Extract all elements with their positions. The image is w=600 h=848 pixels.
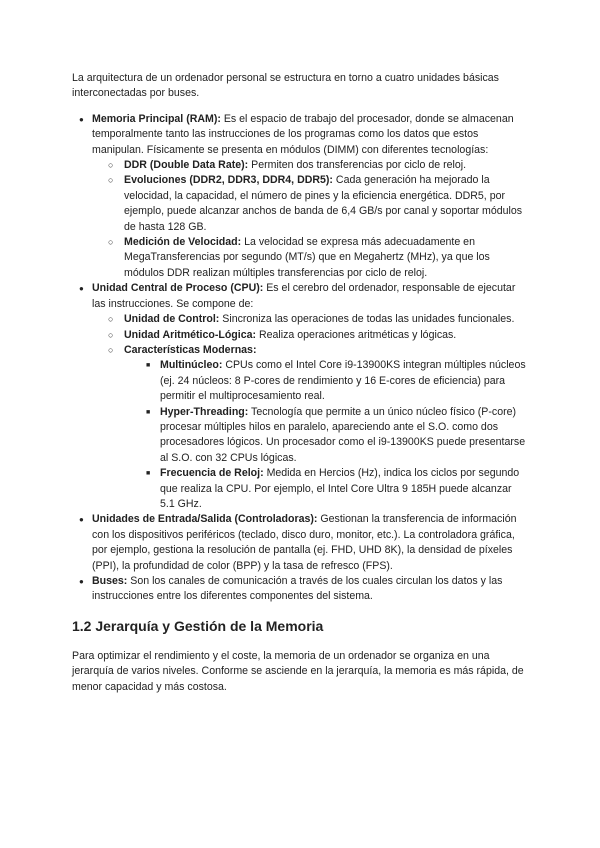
desc-buses: Son los canales de comunicación a través de los cuales circulan los datos y las instrucciones entre los diferentes componentes del sistema. xyxy=(92,575,503,603)
term-ram: Memoria Principal (RAM): xyxy=(92,112,221,125)
section-heading: 1.2 Jerarquía y Gestión de la Memoria xyxy=(72,617,324,634)
desc-cpu: Es el cerebro del ordenador, responsable de ejecutar las instrucciones. Se compone de: xyxy=(92,282,516,310)
desc: Cada generación ha mejorado la velocidad, la capacidad, el número de pines y la eficiencia energética. DDR5, por ejemplo, puede alcanzar anchos de banda de 6,4 GB/s por canal y soportar módulos de hasta 128 GB. xyxy=(124,174,523,233)
desc: Medida en Hercios (Hz), indica los ciclos por segundo que realiza la CPU. Por ejemplo, el Intel Core Ultra 9 185H puede alcanzar 5.1 GHz. xyxy=(160,467,520,510)
feature-item xyxy=(144,358,528,404)
desc: Sincroniza las operaciones de todas las unidades funcionales. xyxy=(219,313,515,326)
intro-paragraph: La arquitectura de un ordenador personal se estructura en torno a cuatro unidades básicas interconectadas por buses. xyxy=(72,72,499,100)
desc: CPUs como el Intel Core i9-13900KS integran múltiples núcleos (ej. 24 núcleos: 8 P-cores de rendimiento y 16 E-cores de eficiencia) para permitir el multiprocesamiento real. xyxy=(160,359,526,403)
sublist-item xyxy=(108,158,528,173)
term: DDR (Double Data Rate): xyxy=(124,159,249,172)
term: Características Modernas: xyxy=(124,343,257,356)
document-page xyxy=(72,71,528,695)
term-buses: Buses: xyxy=(92,575,128,587)
list-item-ram xyxy=(72,112,528,281)
desc: Realiza operaciones aritméticas y lógicas. xyxy=(256,328,457,341)
feature-item xyxy=(144,405,528,467)
term: Medición de Velocidad: xyxy=(124,236,242,249)
list-item-io xyxy=(72,512,528,574)
sublist-item xyxy=(108,328,528,343)
list-item-cpu xyxy=(72,281,528,512)
term: Hyper-Threading: xyxy=(160,405,249,418)
term-io: Unidades de Entrada/Salida (Controladoras): xyxy=(92,513,318,526)
desc-ram: Es el espacio de trabajo del procesador, donde se almacenan temporalmente tanto las instrucciones de los programas como los datos que estos manipulan. Físicamente se presenta en módulos (DIMM) con diferentes tecnologías: xyxy=(92,112,514,156)
desc: Tecnología que permite a un único núcleo físico (P-core) procesar múltiples hilos en paralelo, apareciendo ante el S.O. como dos procesadores lógicos. Un procesador como el i9-13900KS puede presentarse al S.O. con 32 CPUs lógicas. xyxy=(160,405,526,464)
sublist-item xyxy=(108,173,528,235)
desc: La velocidad se expresa más adecuadamente en MegaTransferencias por segundo (MT/s) que en Megahertz (MHz), ya que los módulos DDR realizan múltiples transferencias por ciclo de reloj. xyxy=(124,236,490,279)
cpu-sublist xyxy=(92,312,528,512)
architecture-list xyxy=(72,112,528,605)
ram-sublist xyxy=(92,158,528,281)
feature-item xyxy=(144,466,528,512)
term-cpu: Unidad Central de Proceso (CPU): xyxy=(92,282,264,295)
term: Unidad Aritmético-Lógica: xyxy=(124,328,257,341)
desc-io: Gestionan la transferencia de información con los dispositivos periféricos (teclado, disco duro, monitor, etc.). La controladora gráfica, por ejemplo, gestiona la resolución de pantalla (ej. FHD, UHD 8K), la densidad de píxeles (PPI), la profundidad de color (BPP) y la tasa de refresco (FPS). xyxy=(92,513,517,572)
term: Evoluciones (DDR2, DDR3, DDR4, DDR5): xyxy=(124,174,333,187)
sublist-item xyxy=(108,312,528,327)
modern-features-sublist xyxy=(124,358,528,512)
list-item-buses xyxy=(72,574,528,605)
sublist-item xyxy=(108,235,528,281)
term: Frecuencia de Reloj: xyxy=(160,467,264,480)
term: Multinúcleo: xyxy=(160,359,223,372)
desc: Permiten dos transferencias por ciclo de reloj. xyxy=(248,159,467,172)
sublist-item xyxy=(108,343,528,512)
section-paragraph: Para optimizar el rendimiento y el coste, la memoria de un ordenador se organiza en una jerarquía de varios niveles. Conforme se asciende en la jerarquía, la memoria es más rápida, de menor capacidad y más costosa. xyxy=(72,649,524,693)
term: Unidad de Control: xyxy=(124,313,220,326)
